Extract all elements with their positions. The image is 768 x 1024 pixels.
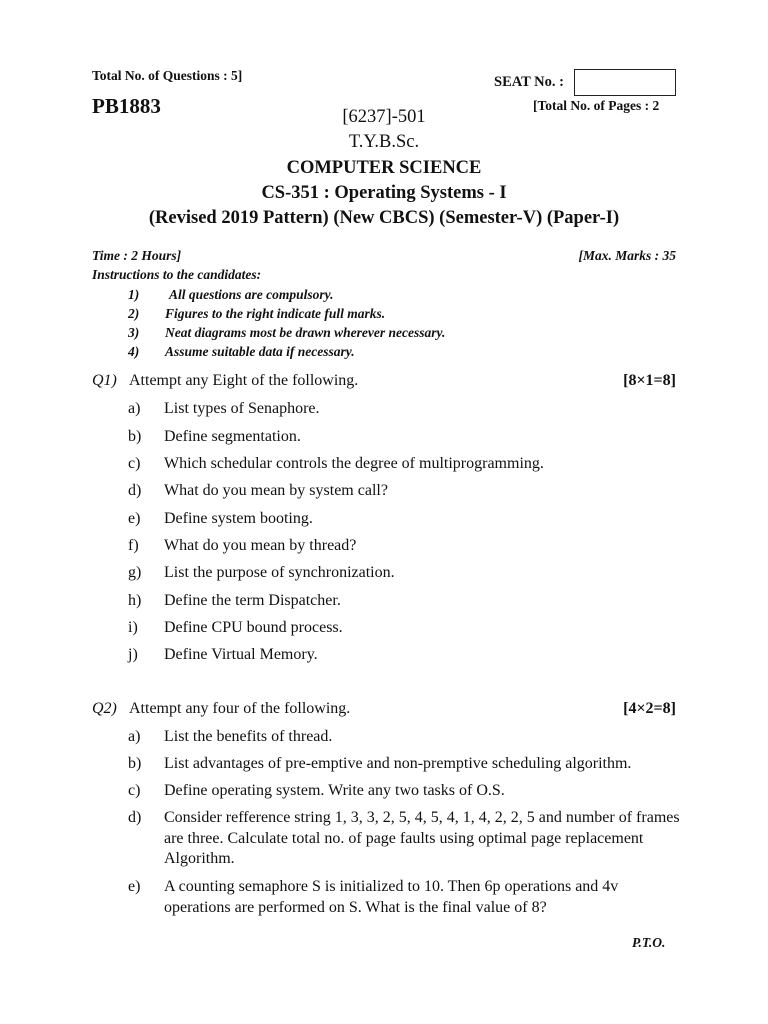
question-number: Q1) bbox=[92, 372, 117, 389]
question-part bbox=[128, 481, 683, 502]
instruction-number: 4) bbox=[128, 344, 140, 359]
part-text: What do you mean by system call? bbox=[164, 482, 388, 499]
instruction-item bbox=[128, 344, 355, 360]
instruction-number: 1) bbox=[128, 287, 140, 302]
instruction-item bbox=[128, 287, 334, 303]
question-part bbox=[128, 808, 683, 870]
part-label: c) bbox=[128, 455, 141, 472]
paper-code: PB1883 bbox=[92, 94, 161, 118]
part-label: c) bbox=[128, 782, 141, 799]
part-text: List advantages of pre-emptive and non-premptive scheduling algorithm. bbox=[164, 755, 632, 772]
instruction-text: All questions are compulsory. bbox=[169, 287, 334, 302]
question-part bbox=[128, 645, 683, 666]
part-text: Define system booting. bbox=[164, 510, 313, 527]
part-text: List types of Senaphore. bbox=[164, 400, 320, 417]
question-part bbox=[128, 454, 683, 475]
exam-time: Time : 2 Hours] bbox=[92, 248, 182, 263]
question-part bbox=[128, 591, 683, 612]
please-turn-over: P.T.O. bbox=[632, 935, 666, 950]
paper-pattern: (Revised 2019 Pattern) (New CBCS) (Semester-V) (Paper-I) bbox=[148, 208, 620, 228]
question-part bbox=[128, 563, 683, 584]
part-text: Define operating system. Write any two tasks of O.S. bbox=[164, 782, 505, 799]
question-number: Q2) bbox=[92, 700, 117, 717]
question-prompt: Attempt any four of the following. bbox=[129, 700, 351, 717]
question-part bbox=[128, 536, 683, 557]
part-label: a) bbox=[128, 400, 141, 417]
part-label: e) bbox=[128, 878, 141, 895]
part-label: d) bbox=[128, 482, 142, 499]
paper-title: CS-351 : Operating Systems - I bbox=[261, 183, 507, 203]
course-name: T.Y.B.Sc. bbox=[348, 132, 420, 152]
part-text: Define CPU bound process. bbox=[164, 619, 343, 636]
part-text: Define the term Dispatcher. bbox=[164, 592, 341, 609]
subject-title: COMPUTER SCIENCE bbox=[286, 158, 482, 178]
question-1-heading bbox=[92, 372, 358, 390]
total-pages: [Total No. of Pages : 2 bbox=[533, 98, 660, 113]
question-part bbox=[128, 399, 683, 420]
part-text: List the purpose of synchronization. bbox=[164, 564, 395, 581]
total-questions: Total No. of Questions : 5] bbox=[92, 68, 243, 83]
instruction-number: 2) bbox=[128, 306, 140, 321]
part-label: i) bbox=[128, 619, 138, 636]
question-part bbox=[128, 781, 683, 802]
question-part bbox=[128, 754, 683, 775]
question-part bbox=[128, 618, 683, 639]
part-text: A counting semaphore S is initialized to 10. Then 6p operations and 4v operations are performed on S. What is the final value of 8? bbox=[164, 878, 619, 916]
part-label: f) bbox=[128, 537, 139, 554]
question-1-marks: [8×1=8] bbox=[623, 372, 676, 389]
part-text: Consider refference string 1, 3, 3, 2, 5, 4, 5, 4, 1, 4, 2, 2, 5 and number of frames are three. Calculate total no. of page faults using optimal page replacement Algorithm. bbox=[164, 809, 680, 867]
question-part bbox=[128, 509, 683, 530]
part-text: Define Virtual Memory. bbox=[164, 646, 318, 663]
part-label: a) bbox=[128, 728, 141, 745]
instruction-item bbox=[128, 306, 385, 322]
seat-number-box bbox=[574, 69, 676, 96]
instruction-text: Assume suitable data if necessary. bbox=[165, 344, 355, 359]
part-label: j) bbox=[128, 646, 138, 663]
max-marks: [Max. Marks : 35 bbox=[578, 248, 676, 263]
part-label: h) bbox=[128, 592, 142, 609]
instruction-text: Figures to the right indicate full marks. bbox=[165, 306, 386, 321]
part-text: Which schedular controls the degree of multiprogramming. bbox=[164, 455, 544, 472]
seat-number-label: SEAT No. : bbox=[494, 74, 564, 90]
question-part bbox=[128, 877, 683, 918]
part-label: e) bbox=[128, 510, 141, 527]
part-label: b) bbox=[128, 755, 142, 772]
part-text: Define segmentation. bbox=[164, 428, 301, 445]
question-part bbox=[128, 727, 683, 748]
question-2-marks: [4×2=8] bbox=[623, 700, 676, 717]
question-2-heading bbox=[92, 700, 350, 718]
part-label: g) bbox=[128, 564, 142, 581]
question-prompt: Attempt any Eight of the following. bbox=[129, 372, 359, 389]
part-label: d) bbox=[128, 809, 142, 826]
exam-code: [6237]-501 bbox=[342, 107, 426, 127]
instructions-title: Instructions to the candidates: bbox=[92, 267, 262, 282]
part-text: List the benefits of thread. bbox=[164, 728, 333, 745]
instruction-number: 3) bbox=[128, 325, 140, 340]
question-part bbox=[128, 427, 683, 448]
instruction-item bbox=[128, 325, 445, 341]
part-text: What do you mean by thread? bbox=[164, 537, 357, 554]
part-label: b) bbox=[128, 428, 142, 445]
instruction-text: Neat diagrams most be drawn wherever necessary. bbox=[165, 325, 446, 340]
